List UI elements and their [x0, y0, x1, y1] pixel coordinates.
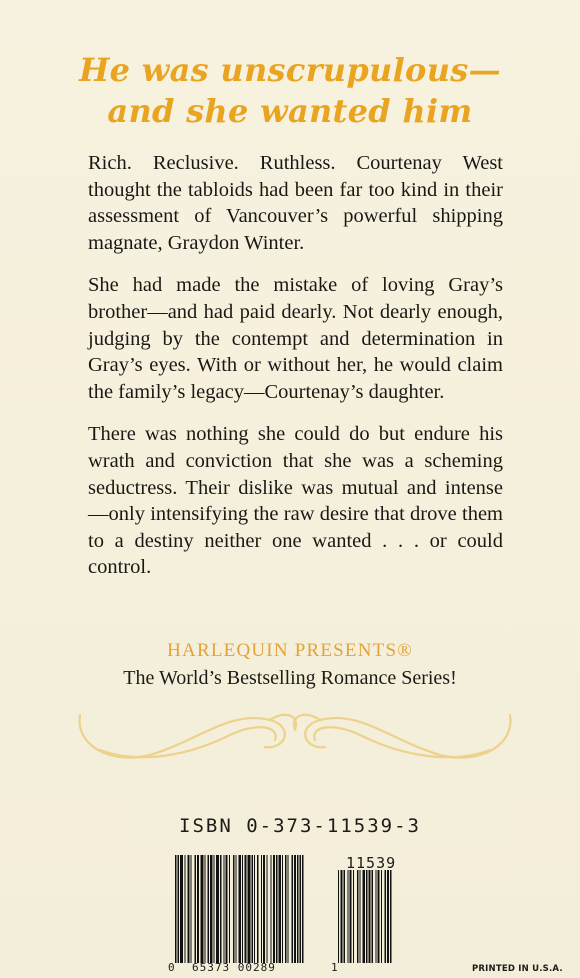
blurb-paragraph-2: She had made the mistake of loving Gray’s brother—and had paid dearly. Not dearly enough, judging by the contempt and determination in Gray’s eyes. With or without her, he would claim the family’s legacy—Courtenay’s daughter. — [88, 274, 503, 403]
series-name: HARLEQUIN PRESENTS® — [167, 640, 413, 661]
tagline-line-2: and she wanted him — [107, 92, 473, 130]
barcode-right-digit: 1 — [331, 961, 338, 974]
barcode-middle-digits: 65373 00289 — [192, 961, 276, 974]
blurb-paragraph-1: Rich. Reclusive. Ruthless. Courtenay West thought the tabloids had been far too kind in their assessment of Vancouver’s powerful shipping magnate, Graydon Winter. — [88, 152, 503, 254]
flourish-ornament-icon — [70, 695, 520, 775]
series-slogan: The World’s Bestselling Romance Series! — [123, 667, 457, 689]
barcode-addon-icon — [338, 870, 418, 963]
isbn-number: ISBN 0-373-11539-3 — [179, 815, 421, 837]
barcode-icon — [175, 855, 337, 963]
tagline-line-1: He was unscrupulous— — [79, 51, 501, 89]
barcode-addon-code: 11539 — [346, 854, 397, 872]
barcode-left-digit: 0 — [168, 961, 175, 974]
cover-blurb — [88, 150, 503, 597]
cover-tagline — [0, 50, 580, 132]
blurb-paragraph-3: There was nothing she could do but endure his wrath and conviction that she was a scheming seductress. Their dislike was mutual and intense—only intensifying the raw desire that drove them to a destiny neither one wanted . . . or could control. — [88, 423, 503, 579]
printed-in-label: PRINTED IN U.S.A. — [472, 964, 563, 974]
